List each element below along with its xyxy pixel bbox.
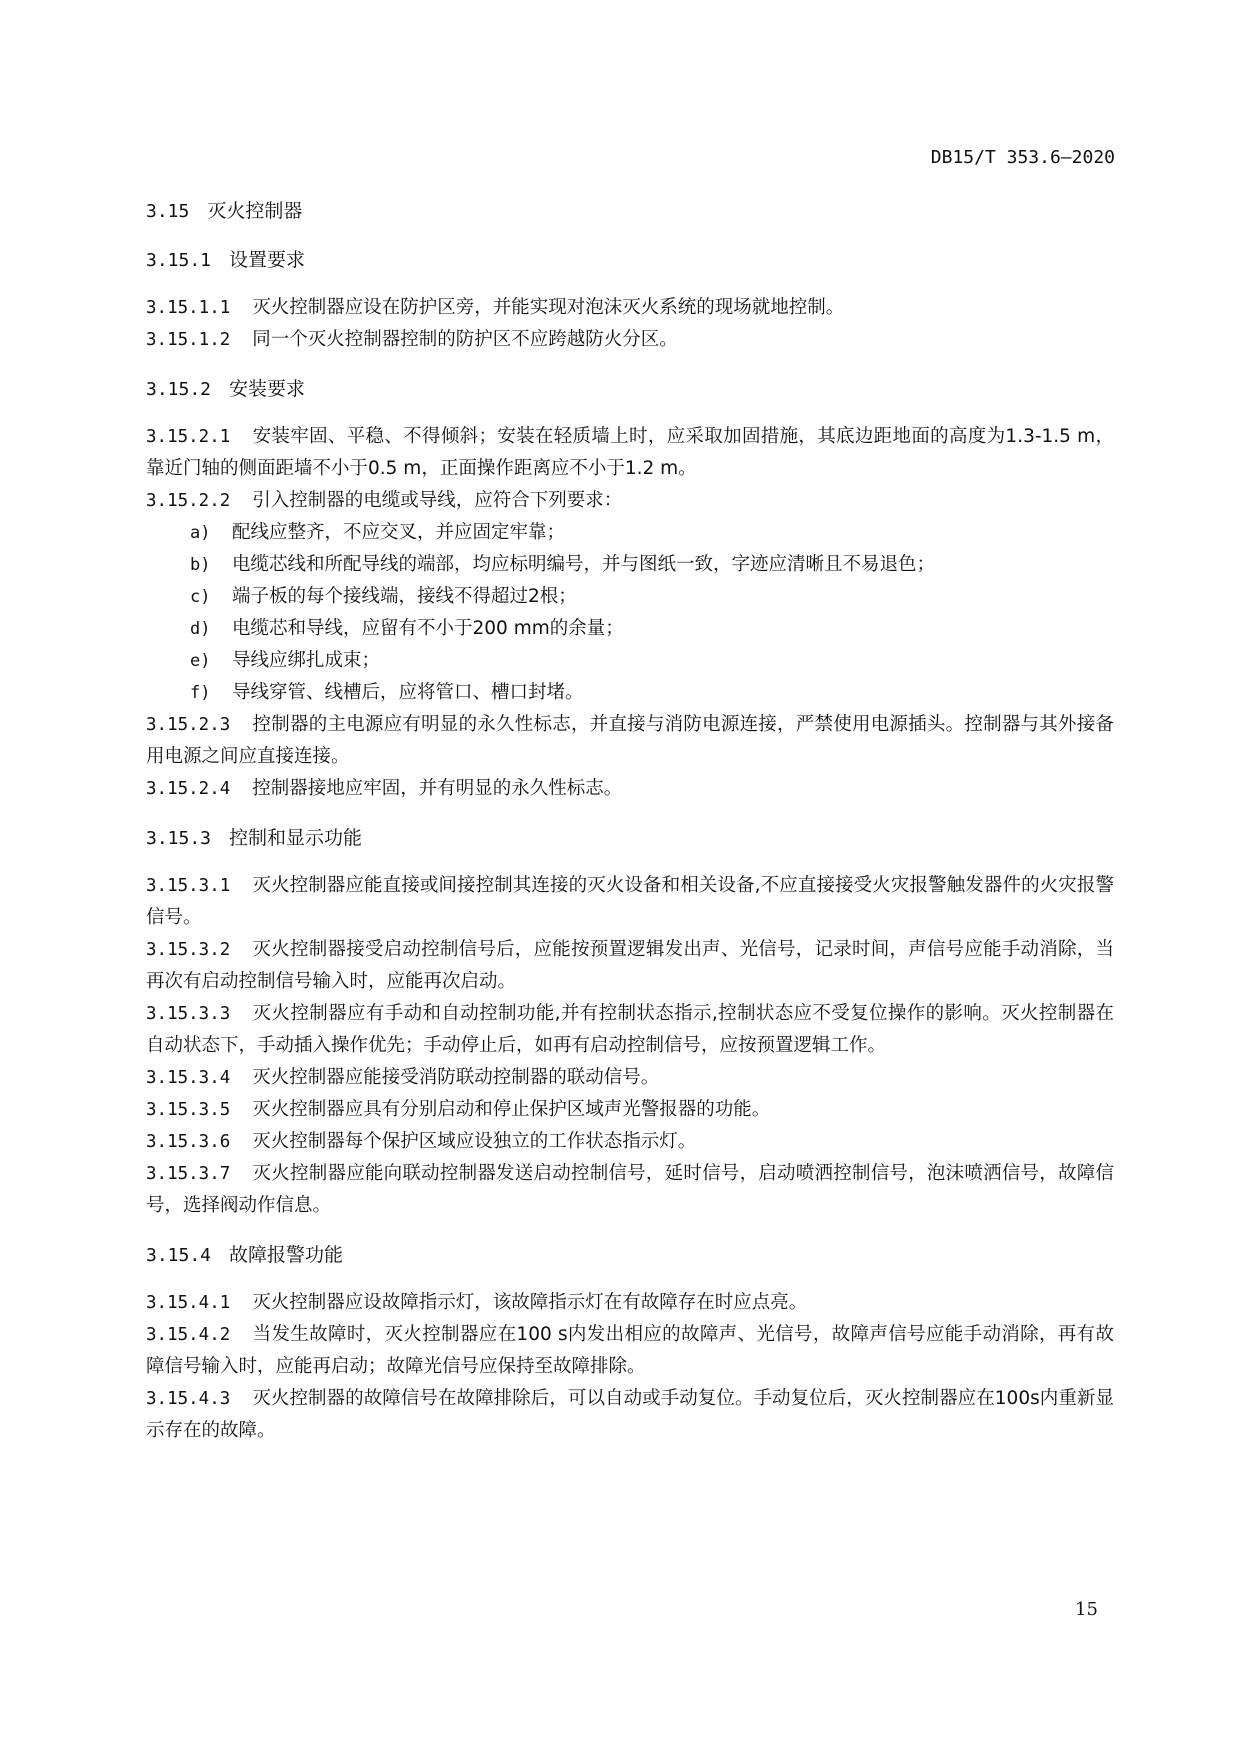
- clause-paragraph: [146, 292, 1114, 324]
- clause-text: 灭火控制器应能接受消防联动控制器的联动信号。: [252, 1067, 660, 1088]
- list-text: 端子板的每个接线端，接线不得超过2根；: [232, 586, 577, 607]
- requirement-list: [146, 517, 1114, 709]
- clause-number: 3.15.3.6: [146, 1132, 231, 1152]
- clause-text: 灭火控制器应有手动和自动控制功能,并有控制状态指示,控制状态应不受复位操作的影响。灭火控制器在自动状态下，手动插入操作优先；手动停止后，如再有启动控制信号，应按预置逻辑工作。: [146, 1003, 1114, 1056]
- subsection-number: 3.15.3: [146, 828, 212, 849]
- clause-paragraph: [146, 1383, 1114, 1447]
- list-text: 电缆芯和导线，应留有不小于200 mm的余量；: [232, 618, 624, 639]
- clause-paragraph: [146, 934, 1114, 998]
- clause-text: 灭火控制器应设在防护区旁，并能实现对泡沫灭火系统的现场就地控制。: [252, 297, 845, 318]
- clause-paragraph: [146, 1094, 1114, 1126]
- subsection-heading: [146, 245, 1114, 276]
- clause-text: 引入控制器的电缆或导线，应符合下列要求：: [252, 490, 623, 511]
- subsection-title: 控制和显示功能: [229, 827, 363, 849]
- clause-text: 灭火控制器应能直接或间接控制其连接的灭火设备和相关设备,不应直接接受火灾报警触发器件的火灾报警信号。: [146, 875, 1114, 928]
- clause-paragraph: [146, 1062, 1114, 1094]
- subsection-number: 3.15.1: [146, 250, 212, 271]
- document-id: DB15/T 353.6—2020: [930, 147, 1115, 168]
- clause-number: 3.15.4.2: [146, 1325, 231, 1345]
- clause-paragraph: [146, 709, 1114, 773]
- clause-number: 3.15.3.3: [146, 1004, 231, 1024]
- subsection-title: 故障报警功能: [229, 1244, 344, 1266]
- clause-number: 3.15.3.5: [146, 1100, 231, 1120]
- list-item: [146, 677, 1114, 709]
- list-text: 电缆芯线和所配导线的端部，均应标明编号，并与图纸一致，字迹应清晰且不易退色；: [232, 554, 936, 575]
- subsection-number: 3.15.2: [146, 379, 212, 400]
- clause-number: 3.15.1.2: [146, 330, 231, 350]
- list-text: 导线应绑扎成束；: [232, 650, 381, 671]
- clause-paragraph: [146, 1319, 1114, 1383]
- subsection-heading: [146, 823, 1114, 854]
- clause-text: 灭火控制器的故障信号在故障排除后，可以自动或手动复位。手动复位后，灭火控制器应在100s内重新显示存在的故障。: [146, 1388, 1114, 1441]
- list-marker: d): [190, 619, 211, 639]
- list-item: [146, 613, 1114, 645]
- list-marker: e): [190, 651, 211, 671]
- clause-text: 灭火控制器应能向联动控制器发送启动控制信号，延时信号，启动喷洒控制信号，泡沫喷洒信号，故障信号，选择阀动作信息。: [146, 1163, 1114, 1216]
- list-item: [146, 581, 1114, 613]
- clause-number: 3.15.4.1: [146, 1293, 231, 1313]
- subsection-heading: [146, 374, 1114, 405]
- section-title: 灭火控制器: [207, 200, 303, 222]
- clause-number: 3.15.2.3: [146, 715, 231, 735]
- list-item: [146, 549, 1114, 581]
- clause-number: 3.15.2.1: [146, 427, 231, 447]
- section-heading: [146, 196, 1114, 227]
- clause-paragraph: [146, 485, 1114, 517]
- clause-text: 灭火控制器接受启动控制信号后，应能按预置逻辑发出声、光信号，记录时间，声信号应能手动消除，当再次有启动控制信号输入时，应能再次启动。: [146, 939, 1114, 992]
- clause-number: 3.15.2.4: [146, 779, 231, 799]
- list-marker: b): [190, 555, 211, 575]
- subsection-heading: [146, 1240, 1114, 1271]
- clause-text: 同一个灭火控制器控制的防护区不应跨越防火分区。: [252, 329, 678, 350]
- clause-paragraph: [146, 870, 1114, 934]
- clause-number: 3.15.1.1: [146, 298, 231, 318]
- clause-paragraph: [146, 1287, 1114, 1319]
- page-number: 15: [1075, 1599, 1098, 1620]
- clause-number: 3.15.3.7: [146, 1164, 231, 1184]
- clause-paragraph: [146, 998, 1114, 1062]
- clause-text: 灭火控制器应具有分别启动和停止保护区域声光警报器的功能。: [252, 1099, 771, 1120]
- clause-paragraph: [146, 421, 1114, 485]
- list-text: 导线穿管、线槽后，应将管口、槽口封堵。: [232, 682, 584, 703]
- clause-paragraph: [146, 324, 1114, 356]
- list-text: 配线应整齐，不应交叉，并应固定牢靠；: [232, 522, 566, 543]
- clause-text: 灭火控制器应设故障指示灯，该故障指示灯在有故障存在时应点亮。: [252, 1292, 808, 1313]
- clause-number: 3.15.4.3: [146, 1389, 231, 1409]
- list-marker: f): [190, 683, 211, 703]
- clause-paragraph: [146, 1158, 1114, 1222]
- document-body: [146, 196, 1114, 1447]
- subsection-title: 设置要求: [229, 249, 306, 271]
- clause-text: 安装牢固、平稳、不得倾斜；安装在轻质墙上时，应采取加固措施，其底边距地面的高度为1.3-1.5 m，靠近门轴的侧面距墙不小于0.5 m，正面操作距离应不小于1.2 m。: [146, 426, 1114, 479]
- clause-text: 控制器的主电源应有明显的永久性标志，并直接与消防电源连接，严禁使用电源插头。控制器与其外接备用电源之间应直接连接。: [146, 714, 1114, 767]
- subsection-title: 安装要求: [229, 378, 306, 400]
- clause-paragraph: [146, 1126, 1114, 1158]
- clause-number: 3.15.3.4: [146, 1068, 231, 1088]
- clause-number: 3.15.2.2: [146, 491, 231, 511]
- clause-text: 控制器接地应牢固，并有明显的永久性标志。: [252, 778, 623, 799]
- list-marker: a): [190, 523, 211, 543]
- clause-number: 3.15.3.2: [146, 940, 231, 960]
- clause-number: 3.15.3.1: [146, 876, 231, 896]
- list-item: [146, 517, 1114, 549]
- clause-text: 灭火控制器每个保护区域应设独立的工作状态指示灯。: [252, 1131, 697, 1152]
- list-marker: c): [190, 587, 211, 607]
- subsection-number: 3.15.4: [146, 1245, 212, 1266]
- clause-text: 当发生故障时，灭火控制器应在100 s内发出相应的故障声、光信号，故障声信号应能手动消除，再有故障信号输入时，应能再启动；故障光信号应保持至故障排除。: [146, 1324, 1114, 1377]
- list-item: [146, 645, 1114, 677]
- section-number: 3.15: [146, 201, 190, 222]
- clause-paragraph: [146, 773, 1114, 805]
